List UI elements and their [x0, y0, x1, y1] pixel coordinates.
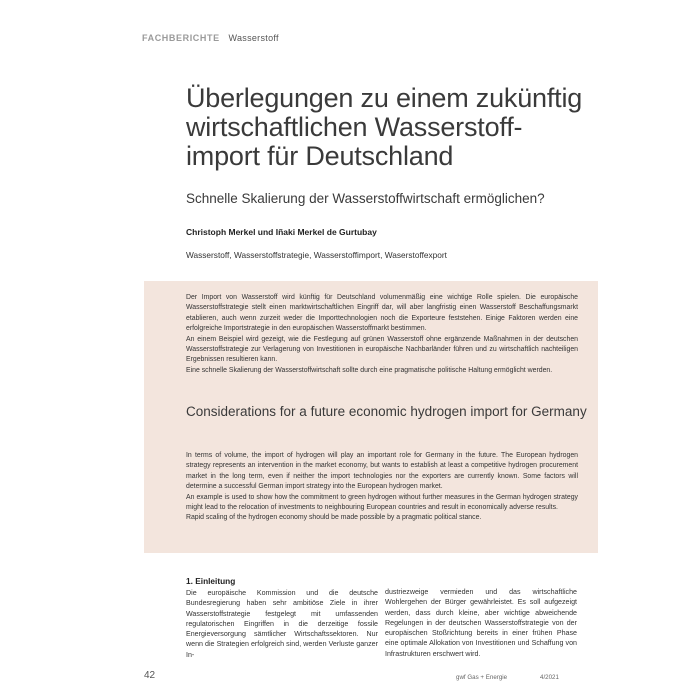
abstract-paragraph: Der Import von Wasserstoff wird künftig für Deutschland volumenmäßig eine wichtige Rolle spielen. Die europäische Wasserstoffstrategie stellt einen marktwirtschaftlichen Eingriff dar, will aber langfristig einen Wasserstoff Beschaffungsmarkt etablieren, auch wenn zurzeit weder die Importtechnologien noch die Exporteure feststehen. Einige Faktoren werden eine erfolgreiche Importstrategie in den europäischen Wasserstoffmarkt bestimmen. — [186, 294, 578, 333]
section-label: FACHBERICHTE — [142, 33, 220, 43]
body-column-left — [186, 575, 378, 660]
body-paragraph: dustriezweige vermieden und das wirtschaftliche Wohlergehen der Bürger gewährleistet. Es soll aufgezeigt werden, dass durch kleine, aber wichtige abweichende Regelungen in der deutschen Wasserstoffstrategie von der europäischen Stoßrichtung bereits in einer frühen Phase eine optimale Allokation von Investitionen und Schaffung von Infrastrukturen erschwert wird. — [385, 588, 577, 658]
article-keywords: Wasserstoff, Wasserstoffstrategie, Wasserstoffimport, Waserstoffexport — [186, 250, 447, 260]
page-number: 42 — [144, 670, 156, 681]
title-line: Überlegungen zu einem zukünftig — [186, 83, 583, 113]
journal-name: gwf Gas + Energie — [456, 674, 508, 681]
title-line: wirtschaftlichen Wasserstoff- — [186, 112, 523, 142]
body-paragraph: Die europäische Kommission und die deutsche Bundesregierung haben sehr ambitiöse Ziele in ihrer Wasserstoffstrategie festgelegt mit umfassenden regulatorischen Eingriffen in die derzeitige fossile Energieversorgung sämtlicher Wirtschaftssektoren. Nur wenn die Strategien erfolgreich sind, werden Verluste ganzer In- — [186, 589, 378, 659]
running-header — [142, 33, 279, 43]
english-title: Considerations for a future economic hydrogen import for Germany — [186, 404, 587, 419]
abstract-paragraph: In terms of volume, the import of hydrogen will play an important role for Germany in the future. The European hydrogen strategy represents an intervention in the market economy, but wants to establish at least a competitive hydrogen procurement market in the long term, even if neither the import technologies nor the exporters are currently known. Some factors will determine a successful German import strategy into the European hydrogen market. — [186, 452, 578, 491]
body-column-right — [385, 587, 577, 659]
article-subtitle: Schnelle Skalierung der Wasserstoffwirtschaft ermöglichen? — [186, 191, 545, 206]
abstract-german — [186, 293, 578, 376]
title-line: import für Deutschland — [186, 141, 454, 171]
section-heading: 1. Einleitung — [186, 576, 236, 586]
article-title — [186, 84, 656, 171]
article-authors: Christoph Merkel und Iñaki Merkel de Gurtubay — [186, 227, 377, 237]
abstract-english — [186, 451, 578, 524]
abstract-paragraph: An example is used to show how the commitment to green hydrogen without further measures in the German hydrogen strategy might lead to the relocation of investments to neighbouring European countries and result in economically adverse results. — [186, 493, 578, 512]
abstract-paragraph: Eine schnelle Skalierung der Wasserstoffwirtschaft sollte durch eine pragmatische politische Haltung ermöglicht werden. — [186, 366, 553, 374]
abstract-paragraph: An einem Beispiel wird gezeigt, wie die Festlegung auf grünen Wasserstoff ohne ergänzende Maßnahmen in der deutschen Wasserstoffstrategie zur Verlagerung von Investitionen in europäische Nachbarländer führen und zu wirtschaftlich nachteiligen Ergebnissen resultieren kann. — [186, 335, 578, 364]
abstract-paragraph: Rapid scaling of the hydrogen economy should be made possible by a pragmatic political stance. — [186, 514, 482, 522]
issue-number: 4/2021 — [540, 674, 559, 681]
topic-label: Wasserstoff — [228, 33, 279, 43]
